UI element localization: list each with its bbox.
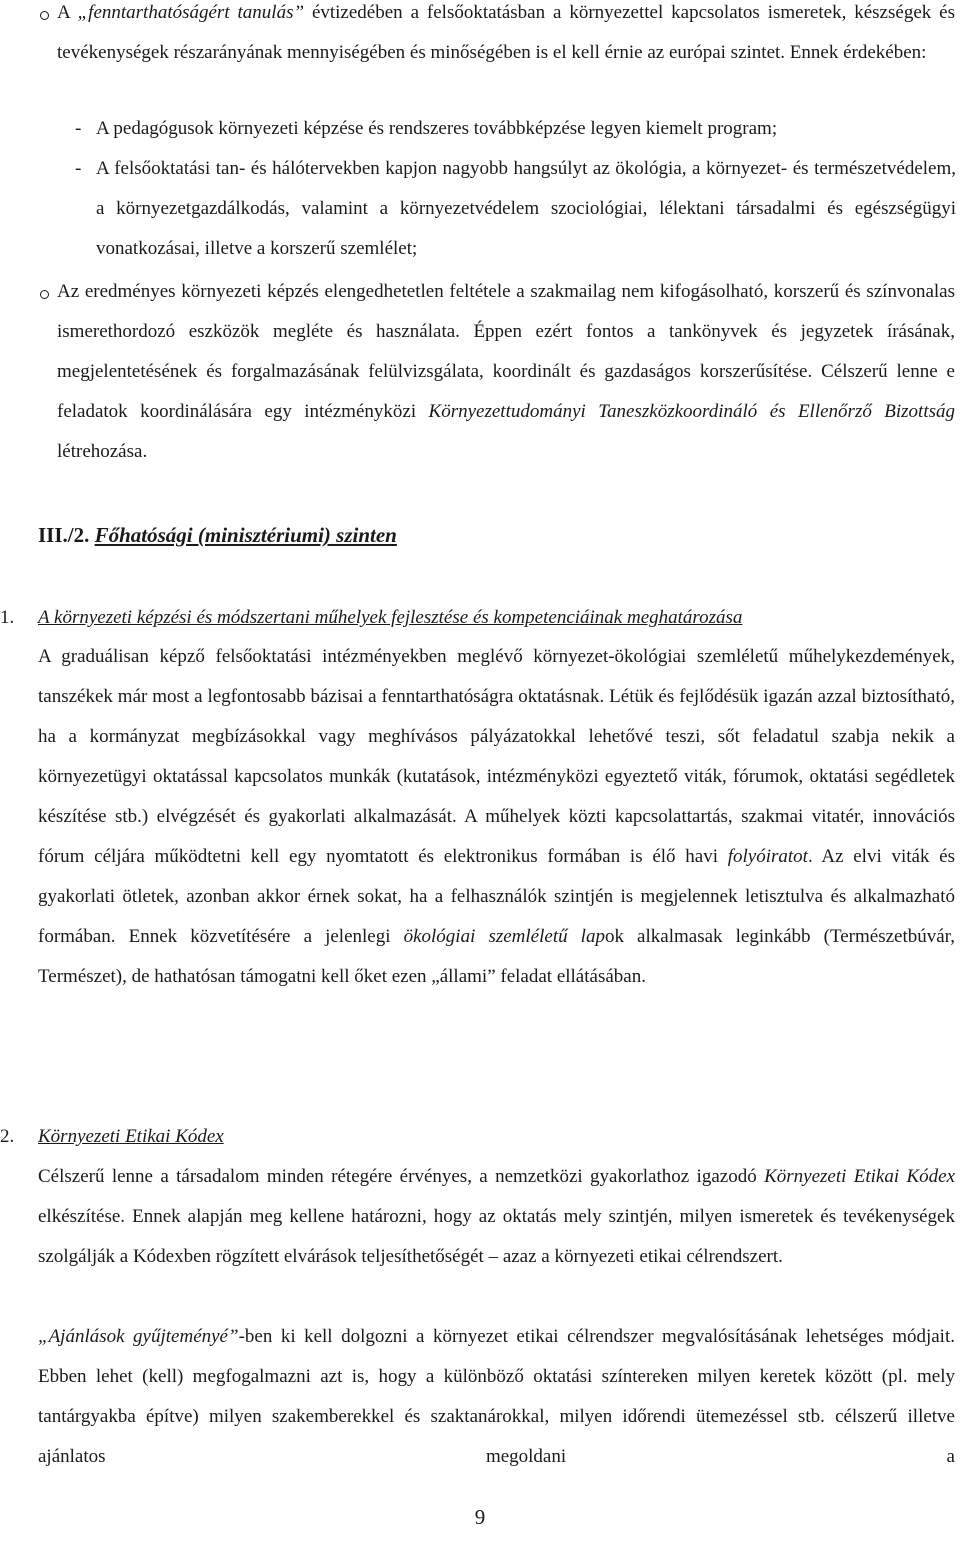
section-body-1: A graduálisan képző felsőoktatási intézményekben meglévő környezet-ökológiai szemléletű műhelykezdemények, tanszékek már most a legfontosabb bázisai a fenntarthatóságra oktatásnak. Létük és fejlődésük igazán azzal biztosítható, ha a kormányzat megbízásokkal vagy meghívásos pályázatokkal lehetővé teszi, sőt feladatul szabja nekik a környezetügyi oktatással kapcsolatos munkák (kutatások, intézményközi egyeztető viták, fórumok, oktatási segédletek készítése stb.) elvégzését és gyakorlati alkalmazását. A műhelyek közti kapcsolattartás, szakmai vitatér, innovációs fórum céljára működtetni kell egy nyomtatott és elektronikus formában is élő havi folyóiratot. Az elvi viták és gyakorlati ötletek, azonban akkor érnek sokat, ha a felhasználók szintjén is megjelennek letisztulva és alkalmazható formában. Ennek közvetítésére a jelenlegi ökológiai szemléletű lapok alkalmasak leginkább (Természetbúvár, Természet), de hathatósan támogatni kell őket ezen „állami” feladat ellátásában. <box>38 646 956 987</box>
section-body-2b: „Ajánlások gyűjteményé”-ben ki kell dolgozni a környezet etikai célrendszer megvalósításának lehetséges módjait. Ebben lehet (kell) megfogalmazni azt is, hogy a különböző oktatási színtereken milyen keretek között (pl. mely tantárgyakba építve) milyen szakemberekkel és szaktanárokkal, milyen időrendi ütemezéssel stb. célszerű illetve ajánlatos megoldani a <box>38 1326 955 1467</box>
emphasis-text: Környezettudományi Taneszközkoordináló és Ellenőrző Bizottság <box>428 401 955 422</box>
section-heading <box>38 515 397 555</box>
section-number-2: 2. <box>0 1126 15 1147</box>
section-body-2a: Célszerű lenne a társadalom minden rétegére érvényes, a nemzetközi gyakorlathoz igazodó Környezeti Etikai Kódex elkészítése. Ennek alapján meg kellene határozni, hogy az oktatás mely szintjén, milyen ismeretek és tevékenységek szolgálják a Kódexben rögzített elvárások teljesíthetőségét – azaz a környezeti etikai célrendszert. <box>38 1166 956 1267</box>
section-heading-title: Főhatósági (minisztériumi) szinten <box>94 523 397 547</box>
dash-item-1: A pedagógusok környezeti képzése és rendszeres továbbképzése legyen kiemelt program; <box>96 118 778 139</box>
emphasis-text: folyóiratot <box>727 846 808 867</box>
dash-marker: - <box>75 118 82 139</box>
dash-marker: - <box>75 158 82 179</box>
section-title-2: Környezeti Etikai Kódex <box>38 1126 224 1147</box>
section-heading-number: III./2. <box>38 523 95 547</box>
emphasis-text: Környezeti Etikai Kódex <box>764 1166 956 1187</box>
page-number: 9 <box>474 1505 486 1529</box>
bullet-paragraph-1: A „fenntarthatóságért tanulás” évtizedében a felsőoktatásban a környezettel kapcsolatos ismeretek, készségek és tevékenységek részarányának mennyiségében és minőségében is el kell érnie az európai szintet. Ennek érdekében: <box>57 2 955 63</box>
bullet-icon <box>40 290 49 299</box>
emphasis-text: „Ajánlások gyűjteményé” <box>38 1326 239 1347</box>
emphasis-text: „fenntarthatóságért tanulás” <box>77 2 305 23</box>
bullet-icon <box>40 11 49 20</box>
emphasis-text: ökológiai szemléletű lap <box>403 926 605 947</box>
section-number-1: 1. <box>0 607 15 628</box>
bullet-paragraph-2: Az eredményes környezeti képzés elengedhetetlen feltétele a szakmailag nem kifogásolható, korszerű és színvonalas ismerethordozó eszközök megléte és használata. Éppen ezért fontos a tankönyvek és jegyzetek írásának, megjelentetésének és forgalmazásának felülvizsgálata, koordinált és gazdaságos korszerűsítése. Célszerű lenne e feladatok koordinálására egy intézményközi Környezettudományi Taneszközkoordináló és Ellenőrző Bizottság létrehozása. <box>57 281 955 462</box>
dash-item-2: A felsőoktatási tan- és hálótervekben kapjon nagyobb hangsúlyt az ökológia, a környezet- és természetvédelem, a környezetgazdálkodás, valamint a környezetvédelem szociológiai, lélektani társadalmi és egészségügyi vonatkozásai, illetve a korszerű szemlélet; <box>96 158 956 259</box>
section-title-1: A környezeti képzési és módszertani műhelyek fejlesztése és kompetenciáinak meghatározása <box>38 607 743 628</box>
